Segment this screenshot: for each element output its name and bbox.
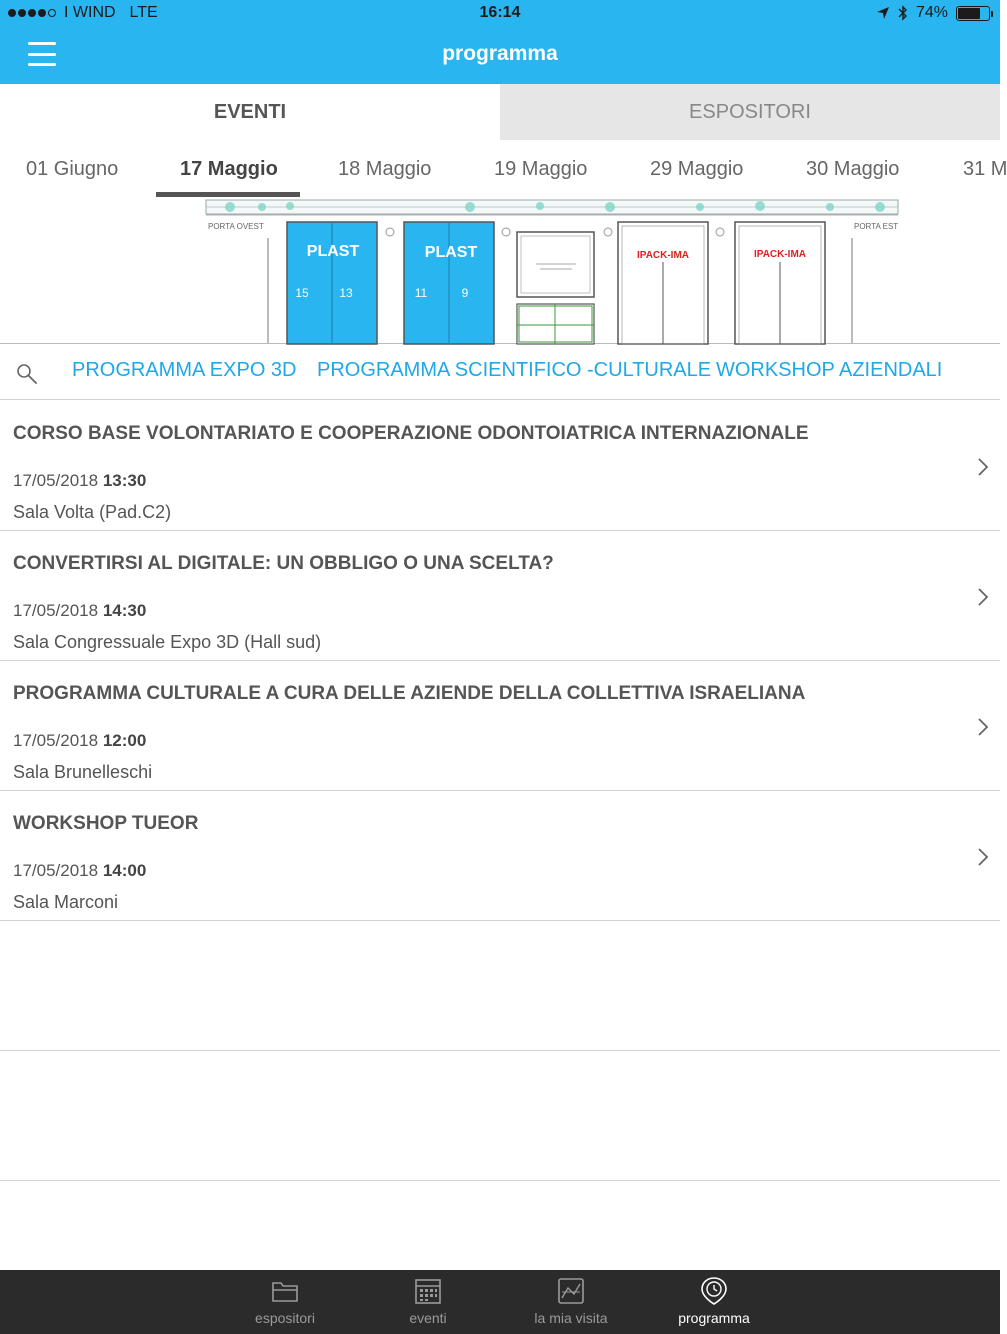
list-item[interactable] [0, 661, 1000, 791]
date-tab[interactable]: 18 Maggio [338, 158, 432, 180]
date-tab[interactable]: 30 Maggio [806, 158, 900, 180]
date-tab[interactable]: 19 Maggio [494, 158, 588, 180]
tab-label: eventi [409, 1310, 447, 1326]
search-icon[interactable] [16, 363, 38, 385]
event-title: WORKSHOP TUEOR [13, 813, 199, 834]
event-room: Sala Volta (Pad.C2) [13, 502, 172, 522]
empty-row [0, 1051, 1000, 1181]
date-tab[interactable]: 01 Giugno [26, 158, 119, 180]
chevron-right-icon [976, 846, 990, 868]
tab-eventi-bottom[interactable] [373, 1276, 483, 1326]
list-item[interactable] [0, 791, 1000, 921]
filter-bar [0, 345, 1000, 400]
event-date: 17/05/2018 [13, 601, 99, 620]
date-tabs [0, 140, 1007, 198]
floor-plan-svg [0, 198, 1000, 344]
hall-number: 13 [339, 286, 353, 300]
event-date: 17/05/2018 [13, 471, 99, 490]
event-date: 17/05/2018 [13, 861, 99, 880]
tab-mia-visita-bottom[interactable] [516, 1276, 626, 1326]
event-time: 12:00 [102, 731, 147, 750]
tab-espositori[interactable]: ESPOSITORI [500, 84, 1000, 140]
page-title: programma [442, 42, 558, 65]
carrier-name: I WIND [64, 4, 116, 21]
selected-date-indicator [156, 192, 300, 197]
chevron-right-icon [976, 716, 990, 738]
tab-label: espositori [255, 1310, 315, 1326]
nav-bar [0, 28, 1000, 84]
tab-label: programma [678, 1310, 750, 1326]
chevron-right-icon [976, 456, 990, 478]
date-tab[interactable]: 29 Maggio [650, 158, 744, 180]
event-time: 13:30 [102, 471, 147, 490]
hall-label: IPACK-IMA [753, 249, 807, 260]
filter-workshop-aziendali[interactable]: WORKSHOP AZIENDALI [716, 359, 943, 381]
battery-icon [956, 6, 990, 21]
bottom-tab-bar [0, 1270, 1000, 1334]
event-time: 14:30 [102, 601, 147, 620]
battery-percent: 74% [915, 4, 948, 21]
status-bar [0, 0, 1000, 28]
calendar-icon [413, 1276, 443, 1306]
hall-label: PLAST [424, 244, 478, 261]
list-item[interactable] [0, 531, 1000, 661]
date-tab[interactable]: 31 M [963, 158, 1007, 180]
hall-number: 15 [295, 286, 309, 300]
event-title: CORSO BASE VOLONTARIATO E COOPERAZIONE ODONTOIATRICA INTERNAZIONALE [13, 423, 809, 444]
event-room: Sala Congressuale Expo 3D (Hall sud) [13, 632, 322, 652]
porta-ovest-label: PORTA OVEST [208, 222, 264, 231]
porta-est-label: PORTA EST [854, 222, 899, 231]
status-right [876, 4, 990, 22]
tab-label: la mia visita [534, 1310, 608, 1326]
event-room: Sala Marconi [13, 892, 119, 912]
event-datetime [13, 731, 146, 751]
location-arrow-icon [876, 6, 890, 20]
segment-control [0, 84, 1000, 140]
hall-number: 11 [414, 286, 428, 300]
folder-icon [270, 1276, 300, 1306]
filter-programma-scientifico[interactable]: PROGRAMMA SCIENTIFICO -CULTURALE [317, 359, 712, 381]
network-type: LTE [129, 4, 158, 21]
empty-row [0, 921, 1000, 1051]
event-list [0, 401, 1000, 1181]
status-time: 16:14 [479, 4, 521, 21]
event-title: CONVERTIRSI AL DIGITALE: UN OBBLIGO O UNA SCELTA? [13, 553, 554, 574]
event-datetime [13, 861, 146, 881]
event-time: 14:00 [102, 861, 147, 880]
tab-programma-bottom[interactable] [659, 1276, 769, 1326]
map-icon [556, 1276, 586, 1306]
chevron-right-icon [976, 586, 990, 608]
list-item[interactable] [0, 401, 1000, 531]
hall-number: 9 [461, 286, 469, 300]
date-tab-selected[interactable]: 17 Maggio [180, 158, 278, 180]
event-datetime [13, 471, 146, 491]
event-title: PROGRAMMA CULTURALE A CURA DELLE AZIENDE DELLA COLLETTIVA ISRAELIANA [13, 683, 806, 704]
event-datetime [13, 601, 146, 621]
tab-eventi[interactable]: EVENTI [0, 84, 500, 140]
event-room: Sala Brunelleschi [13, 762, 153, 782]
hall-label: PLAST [306, 243, 360, 260]
clock-pin-icon [699, 1276, 729, 1306]
tab-espositori-bottom[interactable] [230, 1276, 340, 1326]
bluetooth-icon [898, 5, 908, 21]
floor-plan-map[interactable] [0, 198, 1000, 344]
event-date: 17/05/2018 [13, 731, 99, 750]
hall-label: IPACK-IMA [636, 250, 690, 261]
filter-programma-expo-3d[interactable]: PROGRAMMA EXPO 3D [72, 359, 297, 381]
